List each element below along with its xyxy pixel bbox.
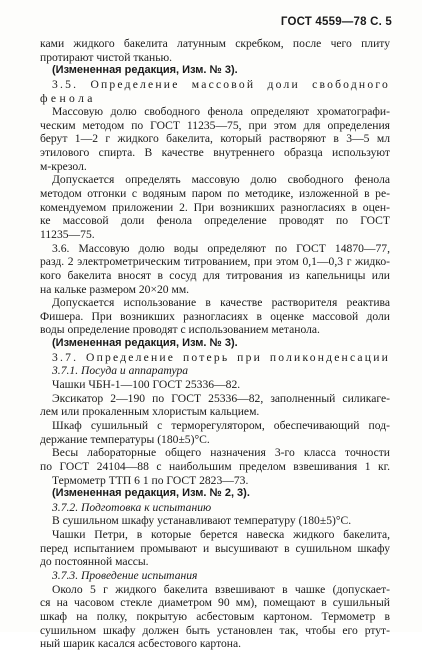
page-header: ГОСТ 4559—78 С. 5 [280,16,392,28]
text-line: ный шарик касался асбестового картона. [40,637,242,651]
text-line: Термометр ТТП 6 1 по ГОСТ 2823—73. [52,473,249,487]
text-line: перед испытанием промывают и высушивают в сушильном шкафу [40,541,390,555]
text-line: В сушильном шкафу устанавливают температуру (180±5)°С. [52,514,352,528]
text-line: воды определение проводят с использованием метанола. [40,323,320,337]
text-line: держание температуры (180±5)°С. [40,432,210,446]
text-line: 11235—75. [40,227,95,241]
revision-note: (Измененная редакция, Изм. № 3). [52,64,238,77]
text-line: ке массовой доли фенола определение проводят по ГОСТ [40,214,390,228]
text-line: протирают чистой тканью. [40,50,173,64]
text-line: сушильном шкафу должен быть установлен так, чтобы его ртут- [40,623,390,637]
text-line: Около 5 г жидкого бакелита взвешивают в чашке (допускает- [52,582,390,596]
text-line: этилового спирта. В качестве внутреннего образца используют [40,146,390,160]
text-line: 3.6. Массовую долю воды определяют по ГОСТ 14870—77, [52,241,390,255]
text-line: берут 1—2 г жидкого бакелита, который растворяют в 3—5 мл [40,132,390,146]
document-body [40,37,390,651]
text-line: Эксикатор 2—190 по ГОСТ 25336—82, заполненный силикаге- [52,391,390,405]
text-line: Чашки Петри, в которые берется навеска жидкого бакелита, [52,528,390,542]
text-line: лем или прокаленным хлористым кальцием. [40,405,260,419]
text-line: Допускается определять массовую долю свободного фенола [52,173,390,187]
text-line: шкаф на полку, покрытую асбестовым картоном. Термометр в [40,609,390,623]
revision-note: (Измененная редакция, Изм. № 3). [52,337,238,350]
text-line: комендуемом приложении 2. При возникших разногласиях в оцен- [40,200,390,214]
text-line: Фишера. При возникших разногласиях в оценке массовой доли [40,309,390,323]
text-line: Массовую долю свободного фенола определяют хроматографи- [52,105,390,119]
text-line: ками жидкого бакелита латунным скребком, после чего плиту [40,37,390,50]
text-line: методом отгонки с водяным паром по методике, изложенной в ре- [40,187,390,201]
subsection-heading: 3.7.2. Подготовка к испытанию [52,500,212,514]
text-line: Допускается использование в качестве растворителя реактива [52,296,390,310]
section-heading: 3.7. Определение потерь при поликонденсации [52,350,390,364]
text-line: по ГОСТ 24104—88 с наибольшим пределом взвешивания 1 кг. [40,459,390,473]
text-line: Чашки ЧБН-1—100 ГОСТ 25336—82. [52,378,241,392]
text-line: на кальке размером 20×20 мм. [40,282,190,296]
section-heading: 3.5. Определение массовой доли свободного [52,77,390,91]
text-line: ческим методом по ГОСТ 11235—75, при этом для определения [40,118,390,132]
text-line: Весы лабораторные общего назначения 3-го класса точности [52,446,390,460]
revision-note: (Измененная редакция, Изм. № 2, 3). [52,487,250,500]
subsection-heading: 3.7.1. Посуда и аппаратура [52,364,189,378]
text-line: м-крезол. [40,159,87,173]
text-line: разд. 2 электрометрическим титрованием, при этом 0,1—0,3 г жидко- [40,255,390,269]
section-heading: фенола [40,91,96,105]
text-line: ся на часовом стекле диаметром 90 мм), помещают в сушильный [40,596,390,610]
subsection-heading: 3.7.3. Проведение испытания [52,568,198,582]
text-line: кого бакелита вносят в сосуд для титрования из капельницы или [40,268,390,282]
text-line: Шкаф сушильный с терморегулятором, обеспечивающий под- [52,418,390,432]
text-line: до постоянной массы. [40,555,149,569]
